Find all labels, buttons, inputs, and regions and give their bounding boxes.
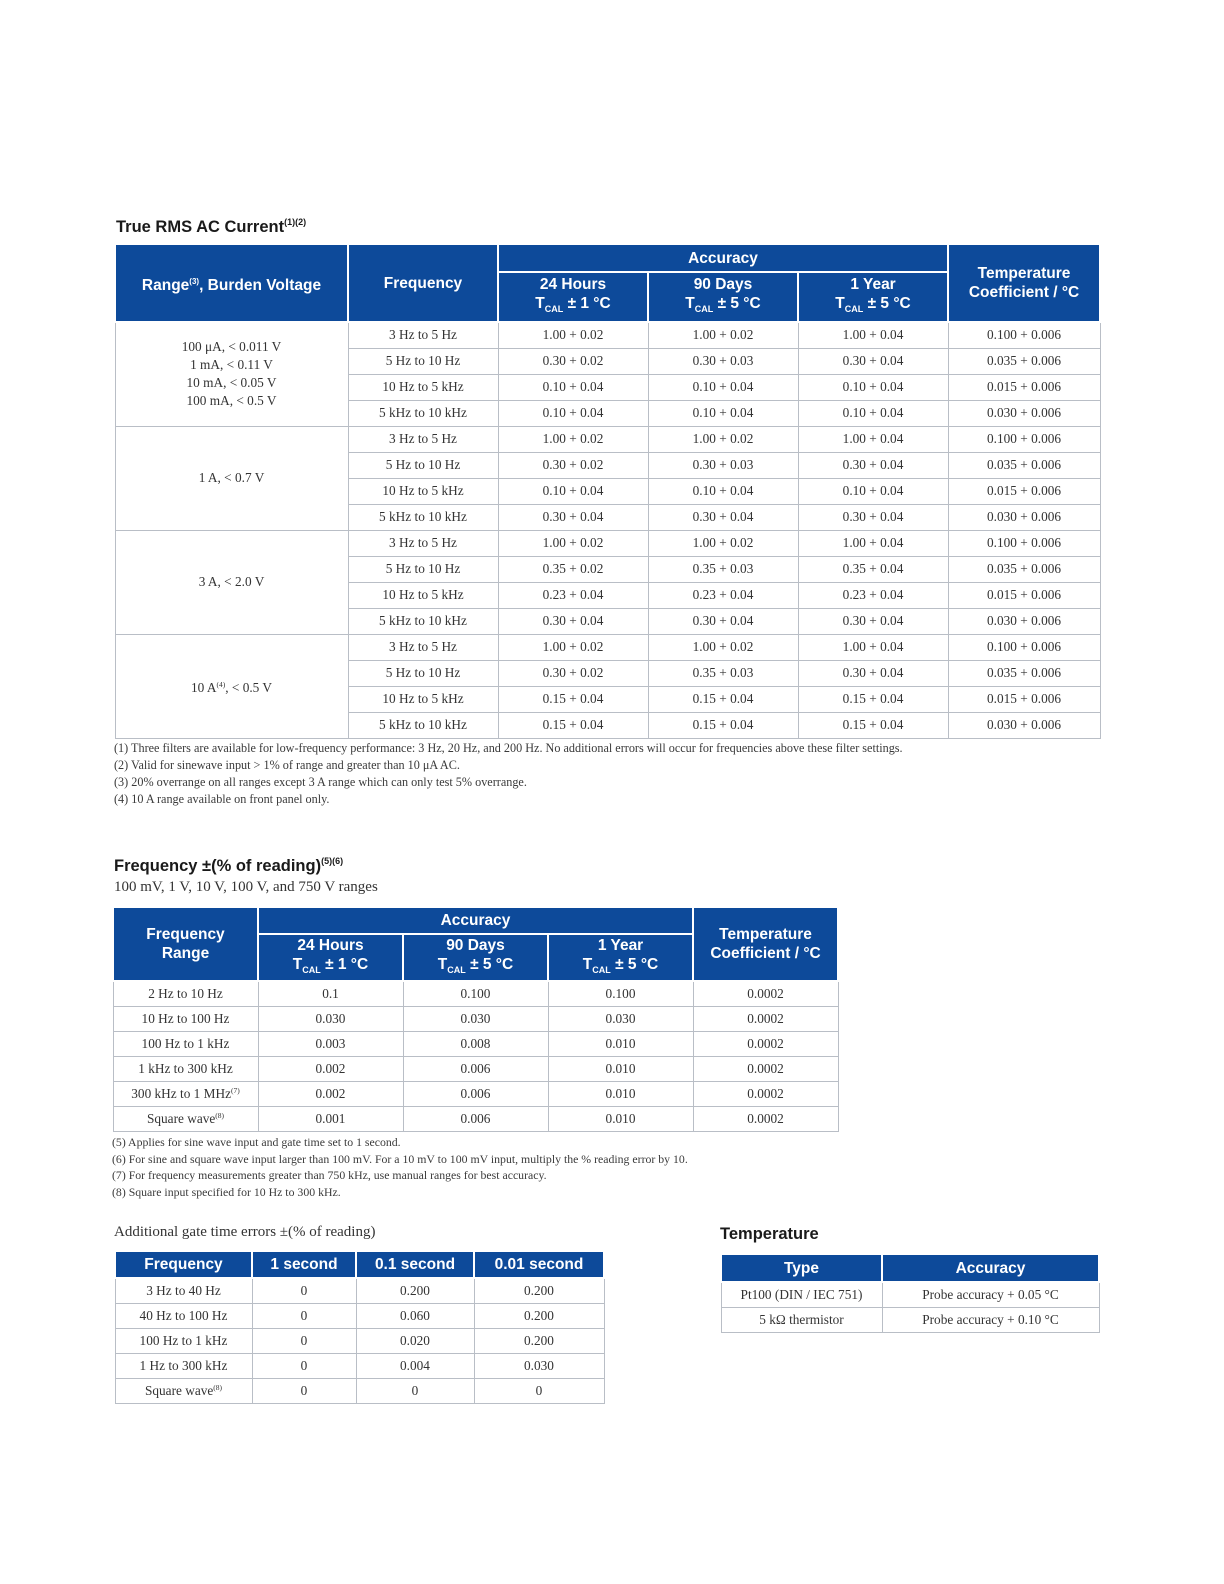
range-line: 100 mA, < 0.5 V [186,393,277,409]
table-row [115,634,1100,660]
accuracy-90d-cell: 0.10 + 0.04 [648,374,798,400]
freq-header-90d: 90 Days $T_{CAL} \pm 5$ °C [403,934,548,981]
header-accuracy: Accuracy [498,244,948,272]
freq-90d-cell: 0.006 [403,1106,548,1131]
range-cell [115,322,348,426]
frequency-cell: 5 kHz to 10 kHz [348,608,498,634]
note: (5) Applies for sine wave input and gate time set to 1 second. [112,1135,401,1149]
table-row [721,1307,1099,1332]
table-row [115,322,1100,348]
frequency-cell: 5 Hz to 10 Hz [348,660,498,686]
accuracy-90d-cell: 0.30 + 0.04 [648,504,798,530]
note: (8) Square input specified for 10 Hz to 300 kHz. [112,1184,341,1199]
accuracy-1y-cell: 0.10 + 0.04 [798,374,948,400]
accuracy-24h-cell: 1.00 + 0.02 [498,530,648,556]
gate-0-1s-cell: 0.020 [356,1328,474,1353]
accuracy-90d-cell: 0.30 + 0.04 [648,608,798,634]
tempco-cell: 0.100 + 0.006 [948,530,1100,556]
accuracy-24h-cell: 1.00 + 0.02 [498,426,648,452]
gate-frequency-cell: 100 Hz to 1 kHz [115,1328,252,1353]
accuracy-1y-cell: 0.30 + 0.04 [798,608,948,634]
tempco-cell: 0.035 + 0.006 [948,660,1100,686]
header-range: Range$^{(3)}$, Burden Voltage [115,244,348,322]
temperature-table [720,1253,1100,1333]
table-row [113,1056,838,1081]
accuracy-1y-cell: 0.15 + 0.04 [798,686,948,712]
gate-header-0-01s: 0.01 second [474,1251,604,1278]
freq-header-accuracy: Accuracy [258,907,693,934]
freq-range-cell: Square wave$^{(8)}$ [113,1106,258,1131]
freq-90d-cell: 0.100 [403,981,548,1006]
table-row [113,1081,838,1106]
accuracy-90d-cell: 0.10 + 0.04 [648,400,798,426]
accuracy-90d-cell: 1.00 + 0.02 [648,634,798,660]
accuracy-90d-cell: 0.30 + 0.03 [648,452,798,478]
tempco-cell: 0.015 + 0.006 [948,478,1100,504]
accuracy-1y-cell: 0.10 + 0.04 [798,400,948,426]
header-frequency: Frequency [348,244,498,322]
table-row [115,1328,604,1353]
note: (7) For frequency measurements greater than 750 kHz, use manual ranges for best accuracy. [112,1168,547,1182]
table-row [721,1282,1099,1307]
gate-1s-cell: 0 [252,1353,356,1378]
accuracy-1y-cell: 0.10 + 0.04 [798,478,948,504]
gate-header-1s: 1 second [252,1251,356,1278]
freq-range-cell: 1 kHz to 300 kHz [113,1056,258,1081]
header-1y: 1 Year $T_{CAL} \pm 5$ °C [798,272,948,322]
gate-0-01s-cell: 0.200 [474,1278,604,1303]
accuracy-1y-cell: 0.23 + 0.04 [798,582,948,608]
freq-tempco-cell: 0.0002 [693,981,838,1006]
gate-1s-cell: 0 [252,1278,356,1303]
frequency-cell: 5 Hz to 10 Hz [348,452,498,478]
accuracy-1y-cell: 1.00 + 0.04 [798,530,948,556]
frequency-cell: 3 Hz to 5 Hz [348,322,498,348]
gate-frequency-cell: 40 Hz to 100 Hz [115,1303,252,1328]
freq-header-24h: 24 Hours $T_{CAL} \pm 1$ °C [258,934,403,981]
table-row [113,1031,838,1056]
freq-24h-cell: 0.1 [258,981,403,1006]
table-row [113,1106,838,1131]
freq-tempco-cell: 0.0002 [693,1006,838,1031]
range-line: 1 mA, < 0.11 V [190,357,273,373]
accuracy-90d-cell: 1.00 + 0.02 [648,426,798,452]
accuracy-24h-cell: 1.00 + 0.02 [498,634,648,660]
freq-tempco-cell: 0.0002 [693,1031,838,1056]
tempco-cell: 0.035 + 0.006 [948,556,1100,582]
accuracy-90d-cell: 1.00 + 0.02 [648,322,798,348]
tempco-cell: 0.015 + 0.006 [948,582,1100,608]
freq-range-cell: 100 Hz to 1 kHz [113,1031,258,1056]
gate-0-01s-cell: 0.200 [474,1303,604,1328]
frequency-subtitle: 100 mV, 1 V, 10 V, 100 V, and 750 V ranges [114,879,378,895]
table-row [115,1378,604,1403]
gate-frequency-cell: 3 Hz to 40 Hz [115,1278,252,1303]
gate-frequency-cell: Square wave$^{(8)}$ [115,1378,252,1403]
tempco-cell: 0.100 + 0.006 [948,426,1100,452]
accuracy-1y-cell: 1.00 + 0.04 [798,634,948,660]
note: (2) Valid for sinewave input > 1% of range and greater than 10 μA AC. [114,758,460,772]
accuracy-24h-cell: 0.35 + 0.02 [498,556,648,582]
freq-90d-cell: 0.030 [403,1006,548,1031]
accuracy-1y-cell: 0.30 + 0.04 [798,348,948,374]
accuracy-24h-cell: 0.10 + 0.04 [498,400,648,426]
freq-90d-cell: 0.008 [403,1031,548,1056]
gate-header-frequency: Frequency [115,1251,252,1278]
temperature-title: Temperature [720,1225,819,1243]
note: (1) Three filters are available for low-frequency performance: 3 Hz, 20 Hz, and 200 Hz. No additional errors will occur for frequencies above these filter settings. [114,741,903,755]
ac-current-table [114,243,1101,739]
gate-0-1s-cell: 0.200 [356,1278,474,1303]
freq-90d-cell: 0.006 [403,1056,548,1081]
note: (3) 20% overrange on all ranges except 3 A range which can only test 5% overrange. [114,775,527,789]
range-cell [115,530,348,634]
accuracy-90d-cell: 0.10 + 0.04 [648,478,798,504]
ac-current-title: True RMS AC Current$^{(1)(2)}$ [116,217,307,236]
temp-accuracy-cell: Probe accuracy + 0.05 °C [882,1282,1099,1307]
accuracy-24h-cell: 0.30 + 0.02 [498,452,648,478]
frequency-table [112,906,839,1132]
tempco-cell: 0.100 + 0.006 [948,634,1100,660]
temp-header-accuracy: Accuracy [882,1254,1099,1282]
range-line: 100 μA, < 0.011 V [181,339,282,355]
accuracy-90d-cell: 0.35 + 0.03 [648,556,798,582]
freq-24h-cell: 0.002 [258,1056,403,1081]
accuracy-24h-cell: 0.30 + 0.02 [498,660,648,686]
gate-0-1s-cell: 0.004 [356,1353,474,1378]
table-row [115,1303,604,1328]
accuracy-90d-cell: 0.30 + 0.03 [648,348,798,374]
frequency-cell: 5 kHz to 10 kHz [348,504,498,530]
table-row [115,426,1100,452]
accuracy-90d-cell: 0.35 + 0.03 [648,660,798,686]
accuracy-1y-cell: 0.30 + 0.04 [798,660,948,686]
accuracy-90d-cell: 1.00 + 0.02 [648,530,798,556]
tempco-cell: 0.030 + 0.006 [948,608,1100,634]
freq-1y-cell: 0.030 [548,1006,693,1031]
gate-0-01s-cell: 0 [474,1378,604,1403]
temp-type-cell: 5 kΩ thermistor [721,1307,882,1332]
note: (4) 10 A range available on front panel only. [114,792,330,806]
freq-tempco-cell: 0.0002 [693,1106,838,1131]
accuracy-24h-cell: 0.30 + 0.02 [498,348,648,374]
range-cell [115,426,348,530]
freq-tempco-cell: 0.0002 [693,1081,838,1106]
table-row [115,1278,604,1303]
frequency-cell: 10 Hz to 5 kHz [348,478,498,504]
frequency-cell: 5 Hz to 10 Hz [348,556,498,582]
table-row [115,530,1100,556]
accuracy-1y-cell: 0.30 + 0.04 [798,504,948,530]
gate-frequency-cell: 1 Hz to 300 kHz [115,1353,252,1378]
freq-header-1y: 1 Year $T_{CAL} \pm 5$ °C [548,934,693,981]
frequency-cell: 10 Hz to 5 kHz [348,374,498,400]
gate-subtitle: Additional gate time errors ±(% of reading) [114,1224,376,1240]
table-row [115,1353,604,1378]
gate-1s-cell: 0 [252,1378,356,1403]
tempco-cell: 0.100 + 0.006 [948,322,1100,348]
tempco-cell: 0.030 + 0.006 [948,504,1100,530]
gate-0-01s-cell: 0.030 [474,1353,604,1378]
frequency-cell: 5 kHz to 10 kHz [348,712,498,738]
freq-header-range: Frequency Range [113,907,258,981]
accuracy-24h-cell: 0.10 + 0.04 [498,478,648,504]
table-row [113,981,838,1006]
freq-1y-cell: 0.010 [548,1081,693,1106]
freq-24h-cell: 0.030 [258,1006,403,1031]
accuracy-24h-cell: 0.30 + 0.04 [498,608,648,634]
tempco-cell: 0.015 + 0.006 [948,374,1100,400]
tempco-cell: 0.035 + 0.006 [948,452,1100,478]
frequency-cell: 5 kHz to 10 kHz [348,400,498,426]
freq-range-cell: 300 kHz to 1 MHz$^{(7)}$ [113,1081,258,1106]
freq-1y-cell: 0.010 [548,1031,693,1056]
gate-table [114,1250,605,1404]
range-line: 3 A, < 2.0 V [198,574,265,589]
temp-header-type: Type [721,1254,882,1282]
range-line: 10 mA, < 0.05 V [186,375,277,391]
gate-0-1s-cell: 0 [356,1378,474,1403]
frequency-notes [112,1134,688,1200]
ac-current-notes [114,740,903,808]
accuracy-90d-cell: 0.15 + 0.04 [648,686,798,712]
gate-0-01s-cell: 0.200 [474,1328,604,1353]
freq-header-tempco: Temperature Coefficient / °C [693,907,838,981]
gate-1s-cell: 0 [252,1303,356,1328]
range-line: 1 A, < 0.7 V [198,470,265,485]
tempco-cell: 0.015 + 0.006 [948,686,1100,712]
accuracy-1y-cell: 1.00 + 0.04 [798,426,948,452]
frequency-title: Frequency ±(% of reading)$^{(5)(6)}$ [114,856,344,875]
range-cell: 10 $A^{(4)}$, < 0.5 V [115,634,348,738]
accuracy-24h-cell: 1.00 + 0.02 [498,322,648,348]
note: (6) For sine and square wave input larger than 100 mV. For a 10 mV to 100 mV input, multiply the % reading error by 10. [112,1151,688,1166]
freq-24h-cell: 0.003 [258,1031,403,1056]
freq-24h-cell: 0.002 [258,1081,403,1106]
accuracy-1y-cell: 1.00 + 0.04 [798,322,948,348]
accuracy-24h-cell: 0.10 + 0.04 [498,374,648,400]
table-row [113,1006,838,1031]
accuracy-24h-cell: 0.23 + 0.04 [498,582,648,608]
freq-1y-cell: 0.010 [548,1106,693,1131]
frequency-cell: 3 Hz to 5 Hz [348,634,498,660]
accuracy-1y-cell: 0.35 + 0.04 [798,556,948,582]
temp-type-cell: Pt100 (DIN / IEC 751) [721,1282,882,1307]
frequency-cell: 5 Hz to 10 Hz [348,348,498,374]
accuracy-1y-cell: 0.15 + 0.04 [798,712,948,738]
frequency-cell: 10 Hz to 5 kHz [348,582,498,608]
accuracy-1y-cell: 0.30 + 0.04 [798,452,948,478]
freq-range-cell: 2 Hz to 10 Hz [113,981,258,1006]
freq-1y-cell: 0.100 [548,981,693,1006]
tempco-cell: 0.035 + 0.006 [948,348,1100,374]
gate-header-0-1s: 0.1 second [356,1251,474,1278]
gate-1s-cell: 0 [252,1328,356,1353]
header-tempco: Temperature Coefficient / °C [948,244,1100,322]
header-24h: 24 Hours $T_{CAL} \pm 1$ °C [498,272,648,322]
header-90d: 90 Days $T_{CAL} \pm 5$ °C [648,272,798,322]
gate-0-1s-cell: 0.060 [356,1303,474,1328]
freq-range-cell: 10 Hz to 100 Hz [113,1006,258,1031]
accuracy-90d-cell: 0.23 + 0.04 [648,582,798,608]
freq-90d-cell: 0.006 [403,1081,548,1106]
tempco-cell: 0.030 + 0.006 [948,400,1100,426]
tempco-cell: 0.030 + 0.006 [948,712,1100,738]
freq-24h-cell: 0.001 [258,1106,403,1131]
accuracy-24h-cell: 0.15 + 0.04 [498,712,648,738]
temp-accuracy-cell: Probe accuracy + 0.10 °C [882,1307,1099,1332]
accuracy-24h-cell: 0.15 + 0.04 [498,686,648,712]
frequency-cell: 3 Hz to 5 Hz [348,426,498,452]
freq-1y-cell: 0.010 [548,1056,693,1081]
freq-tempco-cell: 0.0002 [693,1056,838,1081]
accuracy-90d-cell: 0.15 + 0.04 [648,712,798,738]
accuracy-24h-cell: 0.30 + 0.04 [498,504,648,530]
frequency-cell: 3 Hz to 5 Hz [348,530,498,556]
frequency-cell: 10 Hz to 5 kHz [348,686,498,712]
